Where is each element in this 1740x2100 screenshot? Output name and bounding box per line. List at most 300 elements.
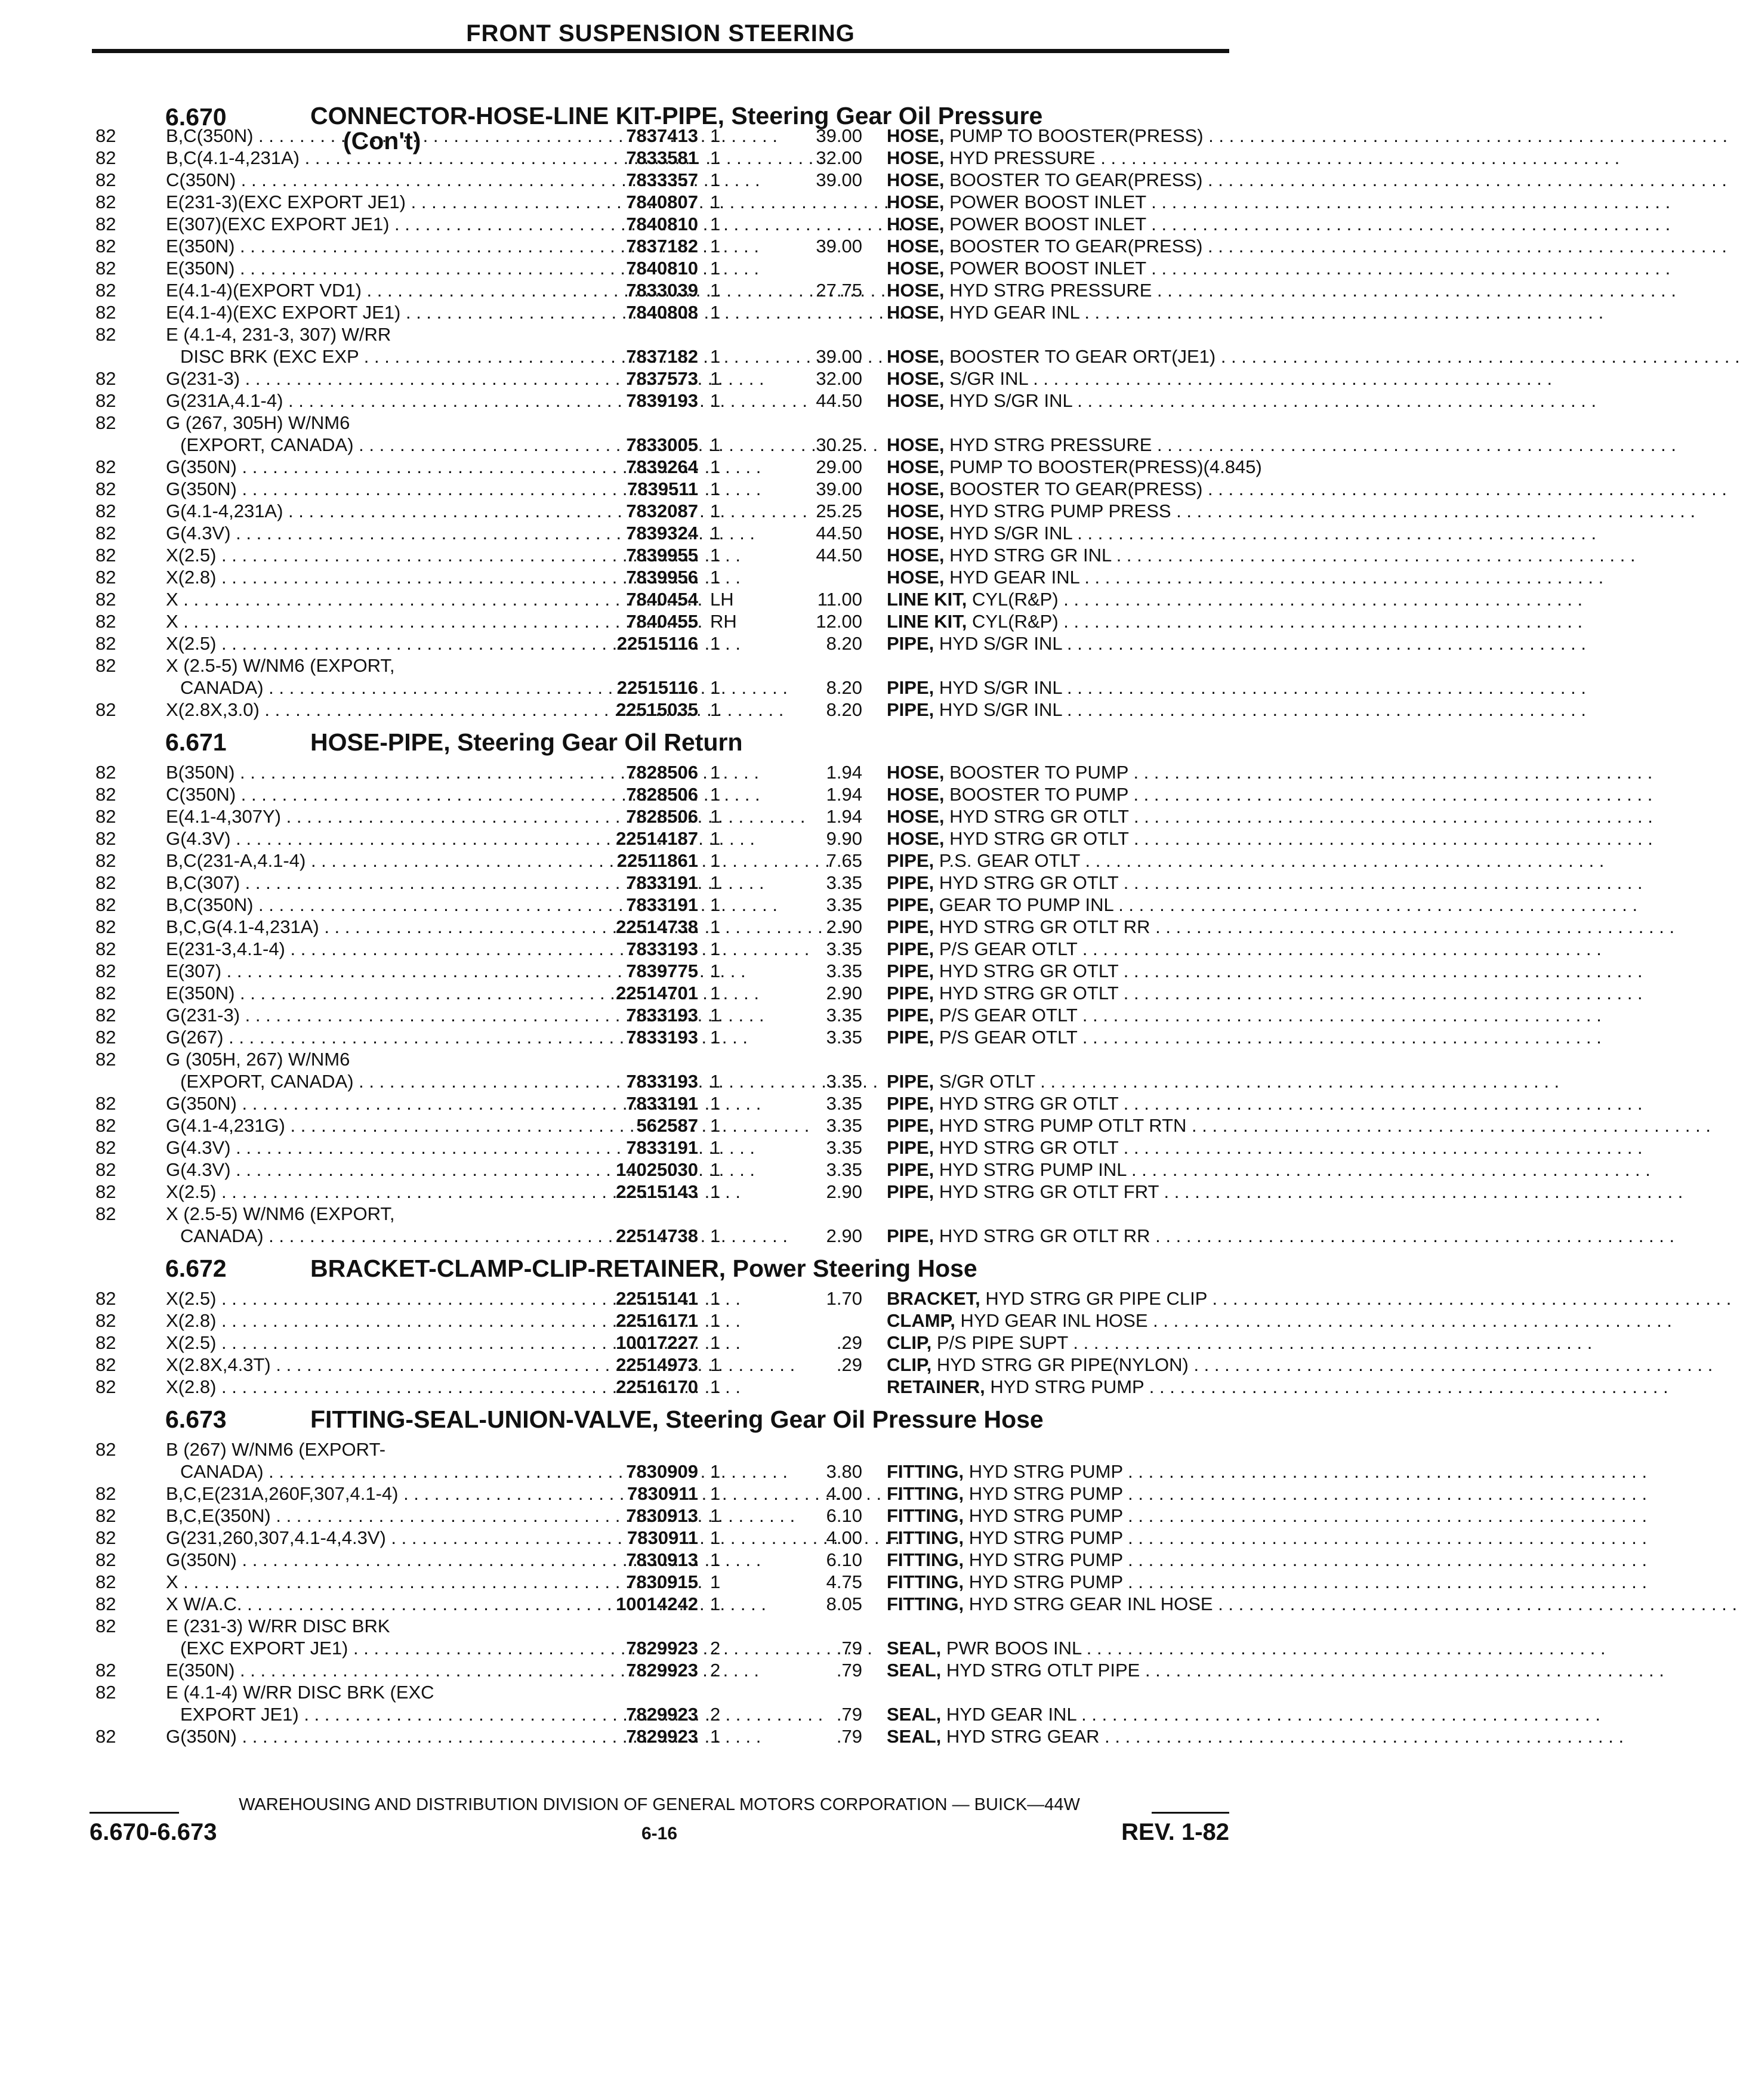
quantity: 1 [710,1310,721,1331]
quantity: 1 [710,390,721,411]
description-name: HOSE, [887,236,945,257]
application-text: G(267) . . . [166,1027,748,1048]
description-text: POWER BOOST INLET . . . [944,214,1670,234]
description [887,1092,1229,1114]
quantity: 1 [710,1137,721,1158]
description-text: HYD STRG GR OTLT FRT . . . [934,1181,1683,1202]
description-text: HYD STRG GR OTLT . . . [934,961,1642,981]
description-text: HYD STRG GR PIPE(NYLON) . . . [931,1354,1713,1375]
part-row [90,1615,1229,1659]
description-text: HYD S/GR INL . . . [944,390,1596,411]
price: 4.00 [826,1527,862,1548]
quantity: 1 [710,214,721,234]
part-number: 7829923 [626,1638,698,1659]
part-row [90,654,1229,699]
price: 11.00 [817,589,862,610]
application-text: X . . . [166,589,702,610]
part-number: 562587 [636,1115,698,1136]
description-name: PIPE, [887,850,934,871]
application-text: G (267, 305H) W/NM6 [166,412,350,433]
part-row [90,872,1229,894]
quantity: 1 [710,1483,721,1504]
description-text: GEAR TO PUMP INL . . . [934,894,1637,915]
part-row [90,500,1229,522]
price: .29 [836,1354,862,1375]
group-number: 82 [95,1354,116,1375]
application [166,1181,497,1203]
description-text: P/S GEAR OTLT . . . [934,1027,1602,1048]
group-number: 82 [95,1332,116,1353]
part-number: 7829923 [626,1660,698,1681]
application-text: C(350N) . . . [166,784,760,805]
group-number: 82 [95,916,116,937]
description-name: HOSE, [887,545,945,566]
group-number: 82 [95,1310,116,1331]
part-row [90,916,1229,938]
price: 3.35 [826,872,862,893]
description-name: RETAINER, [887,1376,985,1397]
description-text: HYD STRG GR OTLT . . . [934,1137,1642,1158]
part-number: 7833357 [626,169,698,190]
price: 9.90 [826,828,862,849]
description-text: HYD STRG PUMP . . . [964,1549,1647,1570]
section-number: 6.670 [165,103,227,131]
description [887,345,1229,368]
description [887,916,1229,938]
description [887,1181,1229,1203]
description-text: HYD STRG PUMP . . . [964,1505,1647,1526]
quantity: 1 [710,1505,721,1526]
description-name: PIPE, [887,1137,934,1158]
application-text: E(350N) . . . [166,1660,759,1681]
price: 1.94 [826,762,862,783]
description [887,1287,1229,1310]
price: 2.90 [826,1225,862,1246]
group-number: 82 [95,147,116,168]
group-number: 82 [95,1616,116,1636]
group-number: 82 [95,390,116,411]
part-number: 7829923 [626,1704,698,1725]
application-text: E(350N) . . . [166,983,759,1003]
description [887,390,1229,412]
part-number: 7840455 [626,611,698,632]
quantity: 1 [710,784,721,805]
quantity: 1 [710,828,721,849]
part-row [90,850,1229,872]
catalog-page [90,18,1262,1747]
application-text: X(2.8) . . . [166,1376,741,1397]
quantity: LH [710,589,734,610]
section-title [310,728,743,756]
quantity: 1 [710,1027,721,1048]
price: 6.10 [826,1549,862,1570]
part-number: 7830913 [626,1549,698,1570]
group-number: 82 [95,872,116,893]
application-text: E (231-3) W/RR DISC BRK [166,1616,390,1636]
application [166,1593,497,1615]
part-row [90,544,1229,566]
group-number: 82 [95,501,116,521]
application [166,390,497,412]
group-number: 82 [95,169,116,190]
quantity: 1 [710,523,721,543]
group-number: 82 [95,1181,116,1202]
quantity: 1 [710,1093,721,1114]
part-number: 7837182 [626,346,698,367]
group-number: 82 [95,961,116,981]
part-number: 22514187 [616,828,698,849]
section-number: 6.671 [165,728,227,756]
description [887,677,1229,699]
quantity: 1 [710,280,721,301]
description-text: HYD GEAR INL HOSE . . . [955,1310,1672,1331]
application-text: E(4.1-4,307Y) . . . [166,806,806,827]
application [166,301,497,323]
group-number: 82 [95,258,116,279]
description-name: FITTING, [887,1571,964,1592]
quantity: 1 [710,1376,721,1397]
description-text: HYD STRG GR OTLT . . . [934,872,1642,893]
application [166,1549,497,1571]
part-row [90,125,1229,147]
application-text: G(4.1-4,231G) . . . [166,1115,809,1136]
application [166,1026,497,1048]
footer-division-line [90,1793,1229,1817]
application-text: X(2.5) . . . [166,633,741,654]
application [166,1571,497,1593]
description-name: HOSE, [887,214,945,234]
sections-container [90,53,1262,1747]
description-name: PIPE, [887,1225,934,1246]
part-row [90,1004,1229,1026]
part-row [90,1681,1229,1725]
section-number: 6.672 [165,1255,227,1282]
quantity: 1 [710,1726,721,1747]
application-text: G(350N) . . . [166,1726,761,1747]
part-row [90,1725,1229,1747]
description-text: POWER BOOST INLET . . . [944,258,1670,279]
description [887,478,1229,500]
description [887,1004,1229,1026]
application [166,1615,497,1659]
application-text: B,C(350N) . . . [166,125,778,146]
description [887,169,1229,191]
description-text: HYD STRG PUMP OTLT RTN . . . [934,1115,1711,1136]
footer-revision: REV. 1-82 [1121,1819,1229,1845]
description [887,1460,1229,1483]
description-name: HOSE, [887,346,945,367]
description [887,894,1229,916]
price: 44.50 [816,523,862,543]
application [166,544,497,566]
quantity: 1 [710,236,721,257]
description-text: HYD STRG GR OTLT . . . [934,1093,1642,1114]
quantity: 1 [710,1159,721,1180]
price: 39.00 [816,169,862,190]
group-number: 82 [95,567,116,588]
group-number: 82 [95,850,116,871]
application [166,783,497,805]
description [887,544,1229,566]
application-text: B,C(307) . . . [166,872,764,893]
description [887,500,1229,522]
description [887,1505,1229,1527]
description [887,1725,1229,1747]
price: 39.00 [816,478,862,499]
group-number: 82 [95,1593,116,1614]
part-row [90,279,1229,301]
price: 12.00 [816,611,862,632]
part-number: 7839511 [627,478,698,499]
description-name: HOSE, [887,368,945,389]
group-number: 82 [95,523,116,543]
group-number: 82 [95,324,116,345]
section-title-sub: Steering Gear Oil Pressure [724,102,1043,129]
description-name: HOSE, [887,390,945,411]
description-text: HYD S/GR INL . . . [934,677,1586,698]
price: 32.00 [816,368,862,389]
description-text: P/S GEAR OTLT . . . [934,1005,1602,1026]
price: .79 [836,1638,862,1659]
application-text: E(4.1-4)(EXC EXPORT JE1) . . . [166,302,925,323]
description-name: HOSE, [887,302,945,323]
price: .79 [836,1726,862,1747]
description-text: BOOSTER TO GEAR(PRESS) . . . [944,478,1726,499]
part-number: 7839324 [626,523,698,543]
part-number: 7830913 [626,1505,698,1526]
description-text: HYD GEAR INL . . . [944,302,1603,323]
part-row [90,1659,1229,1681]
quantity: 1 [710,501,721,521]
part-row [90,257,1229,279]
part-number: 7840808 [626,302,698,323]
description [887,235,1229,257]
group-number: 82 [95,762,116,783]
part-row [90,1593,1229,1615]
part-number: 22514738 [616,916,698,937]
application-text: B,C(4.1-4,231A) . . . [166,147,824,168]
application-text: X(2.8) . . . [166,1310,741,1331]
application-text: G(4.3V) . . . [166,523,755,543]
description [887,368,1229,390]
description-name: CLIP, [887,1354,932,1375]
description-text: HYD STRG GR PIPE CLIP . . . [980,1288,1732,1309]
quantity: 1 [710,850,721,871]
description-name: HOSE, [887,762,945,783]
price: .29 [836,1332,862,1353]
part-row [90,1092,1229,1114]
description-name: PIPE, [887,1181,934,1202]
application [166,257,497,279]
group-number: 82 [95,806,116,827]
group-number: 82 [95,125,116,146]
description [887,1310,1229,1332]
part-row [90,610,1229,632]
description-name: PIPE, [887,1027,934,1048]
quantity: 1 [710,545,721,566]
description [887,872,1229,894]
application-text: X W/A.C. . . . [166,1593,766,1614]
application [166,632,497,654]
application [166,1505,497,1527]
description-name: FITTING, [887,1593,964,1614]
description-text: BOOSTER TO PUMP . . . [944,784,1652,805]
section-title-main: FITTING-SEAL-UNION-VALVE, [310,1406,659,1433]
footer-rule-right [1152,1812,1229,1814]
section-heading [90,1398,1229,1438]
part-number: 22514973 [616,1354,698,1375]
application-text: X(2.8X,3.0) . . . [166,699,783,720]
quantity: 1 [710,456,721,477]
description [887,1137,1229,1159]
quantity: RH [710,611,737,632]
application [166,872,497,894]
application-text: G(231A,4.1-4) . . . [166,390,807,411]
part-row [90,1114,1229,1137]
price: 2.90 [826,1181,862,1202]
description-text: S/GR OTLT . . . [934,1071,1559,1092]
description-name: SEAL, [887,1660,942,1681]
part-row [90,783,1229,805]
description-text: P/S PIPE SUPT . . . [931,1332,1592,1353]
description [887,1225,1229,1247]
application-text: E(350N) . . . [166,236,759,257]
application-text: G(350N) . . . [166,456,761,477]
description-name: HOSE, [887,192,945,212]
application-text: X(2.5) . . . [166,1181,741,1202]
price: 3.35 [826,1159,862,1180]
description-name: SEAL, [887,1638,942,1659]
group-number: 82 [95,1093,116,1114]
quantity: 1 [710,258,721,279]
application-text: G(350N) . . . [166,478,761,499]
price: 3.35 [826,1027,862,1048]
group-number: 82 [95,1682,116,1703]
application [166,279,497,301]
part-number: 7839956 [626,567,698,588]
application-text: G(4.1-4,231A) . . . [166,501,807,521]
application-text: G(4.3V) . . . [166,828,755,849]
description-name: CLAMP, [887,1310,955,1331]
price: 30.25 [816,434,862,455]
description-name: BRACKET, [887,1288,980,1309]
description-text: HYD S/GR INL . . . [934,699,1586,720]
application [166,368,497,390]
section-continued: (Con't) [343,127,421,155]
description-name: HOSE, [887,434,945,455]
application-text: G(4.3V) . . . [166,1159,755,1180]
price: 1.70 [826,1288,862,1309]
quantity: 1 [710,1354,721,1375]
application [166,1159,497,1181]
description-name: HOSE, [887,806,945,827]
part-row [90,323,1229,368]
group-number: 82 [95,699,116,720]
part-row [90,522,1229,544]
application-text: E (4.1-4) W/RR DISC BRK (EXC [166,1682,434,1703]
description-text: HYD STRG OTLT PIPE . . . [941,1660,1664,1681]
part-number: 10017227 [616,1332,698,1353]
description-name: PIPE, [887,677,934,698]
part-row [90,761,1229,783]
price: 3.35 [826,961,862,981]
description-text: HYD S/GR INL . . . [934,633,1586,654]
group-number: 82 [95,1049,116,1070]
description-text: HYD STRG GR OTLT . . . [934,983,1642,1003]
part-number: 22515116 [616,633,698,654]
part-row [90,1181,1229,1203]
application [166,566,497,588]
part-row [90,213,1229,235]
price: 4.75 [826,1571,862,1592]
description-text: HYD STRG GR OTLT . . . [944,828,1652,849]
description [887,1114,1229,1137]
description [887,588,1229,610]
application-text: G(350N) . . . [166,1093,761,1114]
application [166,191,497,213]
quantity: 1 [710,938,721,959]
quantity: 1 [710,125,721,146]
group-number: 82 [95,1527,116,1548]
group-number: 82 [95,655,116,676]
price: 8.20 [826,699,862,720]
description-text: P.S. GEAR OTLT . . . [934,850,1604,871]
part-row [90,699,1229,721]
quantity: 1 [710,916,721,937]
application-text: X (2.5-5) W/NM6 (EXPORT, [166,1203,395,1224]
part-number: 7837573 [626,368,698,389]
application [166,147,497,169]
price: 3.80 [826,1461,862,1482]
application [166,1048,497,1092]
quantity: 1 [710,961,721,981]
part-number: 7837413 [626,125,698,146]
description-name: HOSE, [887,567,945,588]
description-text: S/GR INL . . . [944,368,1552,389]
part-row [90,632,1229,654]
section-number: 6.673 [165,1406,227,1433]
description-text: HYD STRG GEAR . . . [941,1726,1624,1747]
part-number: 22516170 [616,1376,698,1397]
description-name: HOSE, [887,784,945,805]
part-row [90,566,1229,588]
quantity: 1 [710,1461,721,1482]
application [166,1376,497,1398]
part-number: 7828506 [626,806,698,827]
price: 27.75 [816,280,862,301]
description-name: PIPE, [887,1159,934,1180]
application-text: G(231-3) . . . [166,368,764,389]
description [887,850,1229,872]
group-number: 82 [95,1726,116,1747]
price: 6.10 [826,1505,862,1526]
description-name: FITTING, [887,1549,964,1570]
description [887,147,1229,169]
description-name: HOSE, [887,280,945,301]
part-number: 7828506 [626,762,698,783]
description-text: HYD STRG GR OTLT RR . . . [934,1225,1674,1246]
group-number: 82 [95,368,116,389]
application [166,654,497,699]
quantity: 1 [710,1549,721,1570]
part-number: 22514701 [616,983,698,1003]
part-number: 7839955 [626,545,698,566]
description-text: BOOSTER TO GEAR(PRESS) . . . [944,169,1726,190]
section-title-sub: Steering Gear Oil Return [450,728,743,756]
part-number: 7830911 [627,1483,698,1504]
quantity: 1 [710,894,721,915]
application [166,1681,497,1725]
